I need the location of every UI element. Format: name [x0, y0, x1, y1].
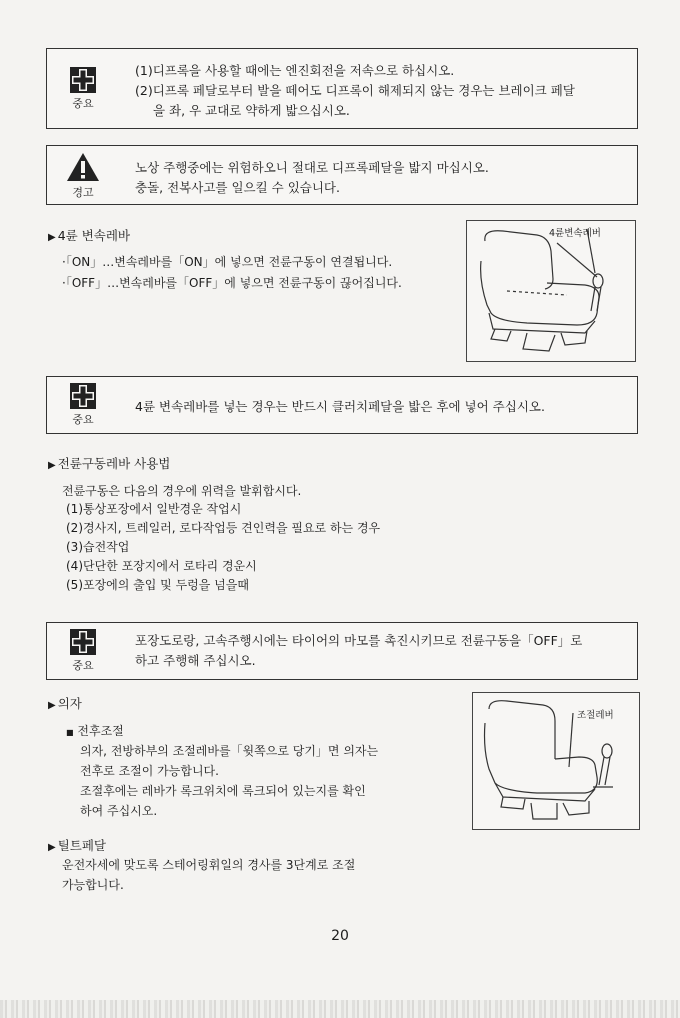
first-aid-cross-icon	[70, 383, 96, 409]
notice-line: 4륜 변속레바를 넣는 경우는 반드시 클러치페달을 밟은 후에 넣어 주십시오.	[135, 399, 545, 414]
notice-line: 포장도로랑, 고속주행시에는 타이어의 마모를 촉진시키므로 전륜구동을「OFF」로	[135, 633, 583, 648]
first-aid-cross-icon	[70, 629, 96, 655]
body-line: ·「OFF」…변속레바를「OFF」에 넣으면 전륜구동이 끊어집니다.	[62, 276, 402, 290]
section-heading-tilt-pedal: ▶ 틸트페달	[48, 838, 107, 853]
important-notice-2	[46, 376, 638, 434]
warning-notice	[46, 145, 638, 205]
section-heading-front-drive: ▶ 전륜구동레바 사용법	[48, 456, 171, 471]
important-notice-1	[46, 48, 638, 129]
page-number: 20	[331, 928, 349, 944]
body-line: 전후로 조절이 가능합니다.	[80, 764, 219, 778]
body-line: 조절후에는 레바가 록크위치에 록크되어 있는지를 확인	[80, 784, 366, 798]
figure-label: 4륜변속레버	[549, 228, 601, 239]
notice-line: (1)디프록을 사용할 때에는 엔진회전을 저속으로 하십시오.	[135, 63, 455, 78]
notice-line: 하고 주행해 주십시오.	[135, 653, 256, 668]
first-aid-cross-icon	[70, 67, 96, 93]
triangle-bullet-icon: ▶	[48, 700, 56, 711]
seat-adjust-drawing-icon	[473, 693, 639, 829]
notice-line: 노상 주행중에는 위험하오니 절대로 디프록페달을 밟지 마십시오.	[135, 160, 489, 175]
list-item: (3)습전작업	[66, 540, 130, 554]
scan-edge-artifact	[0, 1000, 680, 1018]
seat-lever-drawing-icon	[467, 221, 635, 361]
list-item: (1)통상포장에서 일반경운 작업시	[66, 502, 242, 516]
triangle-bullet-icon: ▶	[48, 460, 56, 471]
figure-label: 조절레버	[577, 710, 614, 721]
notice-line: 을 좌, 우 교대로 약하게 밟으십시오.	[153, 103, 350, 118]
subheading: ■ 전후조절	[66, 724, 124, 738]
notice-line: 충돌, 전복사고를 일으킬 수 있습니다.	[135, 180, 340, 195]
body-line: 운전자세에 맞도록 스테어링휘일의 경사를 3단계로 조절	[62, 858, 356, 872]
notice-caption: 중요	[72, 659, 94, 672]
body-line: 하여 주십시오.	[80, 804, 158, 818]
list-item: (2)경사지, 트레일러, 로다작업등 견인력을 필요로 하는 경우	[66, 521, 381, 535]
notice-caption: 경고	[72, 186, 94, 199]
list-item: (5)포장에의 출입 및 두렁을 넘을때	[66, 578, 249, 592]
triangle-bullet-icon: ▶	[48, 842, 56, 853]
notice-caption: 중요	[72, 413, 94, 426]
figure-seat-adjust	[472, 692, 640, 830]
figure-4wd-lever	[466, 220, 636, 362]
section-heading-seat: ▶ 의자	[48, 696, 82, 711]
body-line: 전륜구동은 다음의 경우에 위력을 발휘합시다.	[62, 484, 302, 498]
warning-triangle-icon	[66, 152, 100, 182]
body-line: 의자, 전방하부의 조절레바를「윗쪽으로 당기」면 의자는	[80, 744, 379, 758]
triangle-bullet-icon: ▶	[48, 232, 56, 243]
notice-caption: 중요	[72, 97, 94, 110]
section-heading-4wd-lever: ▶ 4륜 변속레바	[48, 228, 131, 243]
body-line: ·「ON」…변속레바를「ON」에 넣으면 전륜구동이 연결됩니다.	[62, 255, 393, 269]
square-bullet-icon: ■	[66, 728, 74, 737]
list-item: (4)단단한 포장지에서 로타리 경운시	[66, 559, 257, 573]
important-notice-3	[46, 622, 638, 680]
notice-line: (2)디프록 페달로부터 발을 떼어도 디프록이 해제되지 않는 경우는 브레이크 페달	[135, 83, 575, 98]
body-line: 가능합니다.	[62, 878, 124, 892]
